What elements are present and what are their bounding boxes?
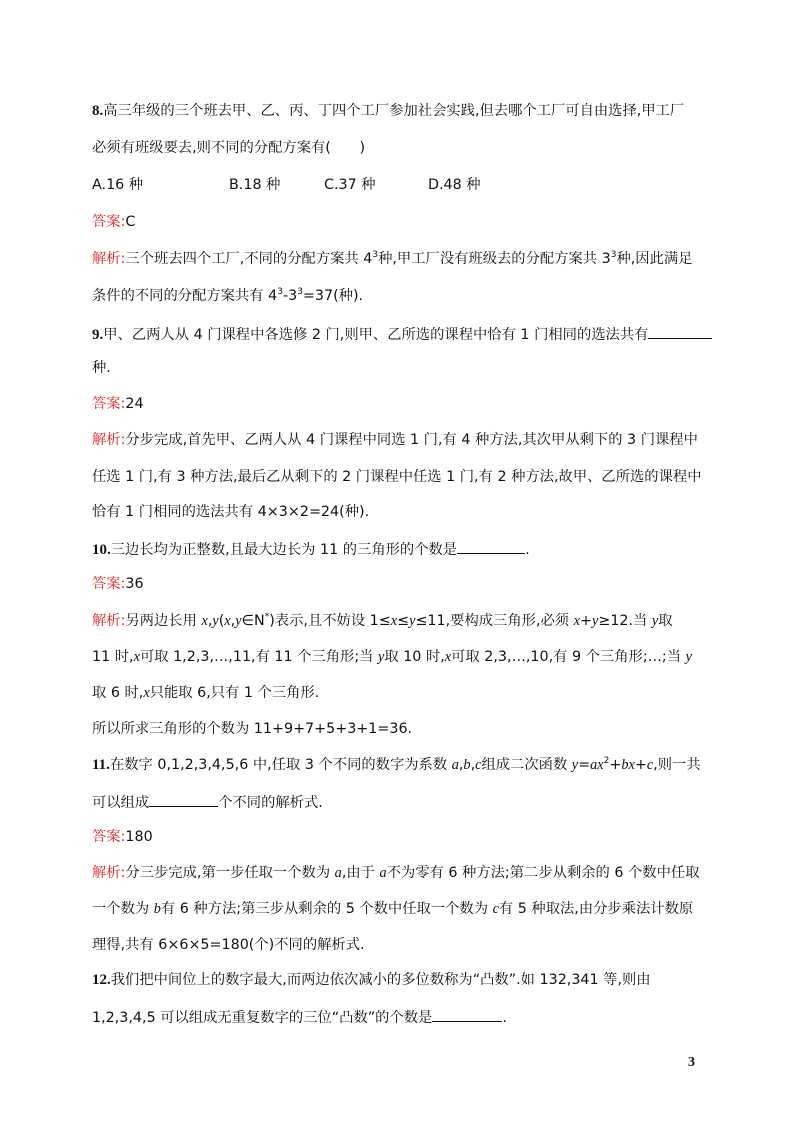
q10-text-1: 三边长均为正整数,且最大边长为 11 的三角形的个数是 [110, 542, 458, 558]
q8-text-2: 必须有班级要去,则不同的分配方案有( ) [92, 140, 366, 156]
q8-exponent: 3 [372, 250, 379, 261]
q11-line-1 [92, 755, 701, 775]
q10-analysis-text: )表示,且不妨设 1≤ [269, 613, 391, 629]
q12-text-2: 1,2,3,4,5 可以组成无重复数字的三位“凸数”的个数是 [92, 1010, 433, 1026]
variable-x: x [573, 613, 580, 629]
q8-text-1: 高三年级的三个班去甲、乙、丙、丁四个工厂参加社会实践,但去哪个工厂可自由选择,甲工厂 [103, 103, 685, 119]
q10-answer [92, 574, 144, 594]
q11-analysis-text: 有 6 种方法;第三步从剩余的 5 个数中任取一个数为 [160, 901, 493, 917]
q8-option-a: A.16 种 [92, 177, 144, 193]
q10-answer-label: 答案: [92, 576, 126, 592]
q11-text: 个不同的解析式. [218, 795, 323, 811]
q10-analysis-text: 所以所求三角形的个数为 11+9+7+5+3+1=36. [92, 721, 413, 737]
q8-analysis-text: -3 [282, 288, 298, 304]
q10-analysis-text: 另两边长用 [125, 613, 202, 629]
q11-answer-value: 180 [125, 829, 153, 845]
q11-analysis-text: 理得,共有 6×6×5=180(个)不同的解析式. [92, 937, 365, 953]
variable-a: a [379, 865, 387, 881]
q11-line-2 [92, 791, 323, 811]
q11-text: 可以组成 [92, 795, 150, 811]
q12-line-1 [92, 970, 651, 990]
variable-a: a [334, 865, 342, 881]
q8-analysis-text: 种,因此满足 [616, 251, 693, 267]
q10-analysis-text: ( [218, 613, 225, 629]
variable-x: x [390, 613, 398, 629]
q12-text-1: 我们把中间位上的数字最大,而两边依次减小的多位数称为“凸数”.如 132,341 等,则由 [110, 972, 651, 988]
q12-answer-blank [432, 1006, 502, 1022]
q9-text-1: 甲、乙两人从 4 门课程中各选修 2 门,则甲、乙所选的课程中恰有 1 门相同的选法共有 [103, 327, 649, 343]
q10-analysis-text: 取 6 时, [92, 685, 144, 701]
variable-a: a [451, 757, 459, 773]
q11-text: , [470, 757, 476, 773]
q8-exponent: 3 [297, 287, 303, 298]
q8-analysis-text: =37(种). [302, 288, 364, 304]
q11-analysis-text: ,由于 [341, 865, 380, 881]
q11-text: ,则一共 [653, 757, 701, 773]
q10-analysis-1 [92, 611, 673, 631]
variable-y: y [571, 757, 579, 773]
variable-x: x [133, 649, 140, 665]
q8-option-c: C.37 种 [324, 177, 376, 193]
q11-analysis-text: 有 5 种取法,由分步乘法计数原 [498, 901, 694, 917]
q11-analysis-text: 一个数为 [92, 901, 154, 917]
q9-analysis-text: 任选 1 门,有 3 种方法,最后乙从剩下的 2 门课程中任选 1 门,有 2 种方法,故甲、乙所选的课程中 [92, 469, 702, 485]
q8-analysis-label: 解析: [92, 251, 126, 267]
q9-line-2 [92, 358, 111, 378]
q12-number: 12. [92, 972, 111, 988]
q11-analysis-text: 分三步完成,第一步任取一个数为 [125, 865, 335, 881]
q11-analysis-label: 解析: [92, 865, 126, 881]
q10-analysis-text: , [207, 613, 213, 629]
q11-analysis-2 [92, 899, 693, 919]
q10-analysis-text: ≥12.当 [598, 613, 652, 629]
q8-analysis-1 [92, 249, 693, 269]
variable-b: b [153, 901, 161, 917]
q8-answer [92, 212, 135, 232]
q8-options [92, 175, 481, 195]
q10-analysis-text: 11 时, [92, 649, 134, 665]
q10-answer-value: 36 [125, 576, 144, 592]
q11-text: 组成二次函数 [481, 757, 572, 773]
q9-answer-blank [648, 323, 712, 339]
q11-analysis-3 [92, 935, 365, 955]
variable-y: y [409, 613, 416, 629]
variable-x: x [143, 685, 150, 701]
q8-analysis-text: 条件的不同的分配方案共有 4 [92, 288, 278, 304]
variable-y: y [235, 613, 242, 629]
q8-exponent: 3 [277, 287, 283, 298]
q9-analysis-label: 解析: [92, 432, 126, 448]
q11-number: 11. [92, 757, 110, 773]
variable-x: x [444, 649, 452, 665]
page-number: 3 [688, 1055, 695, 1070]
q11-text: 在数字 0,1,2,3,4,5,6 中,任取 3 个不同的数字为系数 [109, 757, 452, 773]
variable-y: y [685, 649, 692, 665]
q11-answer-label: 答案: [92, 829, 126, 845]
variable-y: y [212, 613, 219, 629]
variable-b: b [463, 757, 471, 773]
variable-y: y [651, 613, 659, 629]
variable-c: c [475, 757, 482, 773]
q10-analysis-2 [92, 647, 692, 667]
q8-analysis-text: 三个班去四个工厂,不同的分配方案共 4 [125, 251, 373, 267]
q9-analysis-text: 分步完成,首先甲、乙两人从 4 门课程中同选 1 门,有 4 种方法,其次甲从剩下的 3 门课程中 [125, 432, 698, 448]
variable-c: c [492, 901, 499, 917]
q8-answer-label: 答案: [92, 214, 126, 230]
q11-text: + [609, 757, 622, 773]
q10-analysis-4 [92, 719, 412, 739]
q10-text-end: . [525, 542, 530, 558]
q9-answer-value: 24 [125, 396, 144, 412]
q8-number: 8. [92, 103, 104, 119]
q10-analysis-text: ∈N [241, 613, 265, 629]
q9-line-1 [92, 323, 712, 343]
q9-answer [92, 394, 144, 414]
q10-analysis-text: , [230, 613, 236, 629]
variable-c: c [646, 757, 654, 773]
q9-number: 9. [92, 327, 104, 343]
q11-analysis-text: 不为零有 6 种方法;第二步从剩余的 6 个数中任取 [386, 865, 700, 881]
q9-analysis-text: 恰有 1 门相同的选法共有 4×3×2=24(种). [92, 504, 370, 520]
term-ax: ax [590, 757, 604, 773]
q10-analysis-text: 只能取 6,只有 1 个三角形. [149, 685, 320, 701]
q8-option-b: B.18 种 [229, 177, 281, 193]
variable-x: x [224, 613, 231, 629]
q10-analysis-text: 可取 1,2,3,…,11,有 11 个三角形;当 [139, 649, 379, 665]
q10-analysis-text: ≤11,要构成三角形,必须 [415, 613, 574, 629]
q11-answer [92, 827, 153, 847]
term-bx: bx [621, 757, 635, 773]
variable-y: y [378, 649, 385, 665]
q8-analysis-2 [92, 286, 363, 306]
q10-analysis-text: ≤ [397, 613, 410, 629]
q10-analysis-text: + [580, 613, 592, 629]
q8-option-d: D.48 种 [428, 177, 481, 193]
q12-text-end: . [502, 1010, 507, 1026]
q11-analysis-1 [92, 863, 700, 883]
q11-text: + [634, 757, 647, 773]
q8-line-2 [92, 138, 365, 158]
q9-text-2: 种. [92, 360, 111, 376]
superscript: * [264, 612, 270, 623]
q11-text: = [578, 757, 591, 773]
q10-number: 10. [92, 542, 111, 558]
exponent: 2 [603, 756, 610, 767]
q10-analysis-text: 可取 2,3,…,10,有 9 个三角形;…;当 [451, 649, 686, 665]
q8-answer-value: C [125, 214, 136, 230]
variable-x: x [201, 613, 208, 629]
q8-line-1 [92, 101, 684, 121]
q10-analysis-3 [92, 683, 319, 703]
q11-answer-blank [149, 791, 218, 807]
variable-y: y [591, 613, 599, 629]
q10-answer-blank [457, 538, 525, 554]
q10-line-1 [92, 538, 530, 558]
q9-analysis-1 [92, 430, 698, 450]
q11-text: , [458, 757, 464, 773]
q8-exponent: 3 [610, 250, 617, 261]
q9-answer-label: 答案: [92, 396, 126, 412]
q12-line-2 [92, 1006, 507, 1026]
q8-analysis-text: 种,甲工厂没有班级去的分配方案共 3 [378, 251, 611, 267]
q10-analysis-text: 取 10 时, [384, 649, 445, 665]
q10-analysis-label: 解析: [92, 613, 126, 629]
q10-analysis-text: 取 [658, 613, 673, 629]
q9-analysis-2 [92, 467, 702, 487]
q9-analysis-3 [92, 502, 369, 522]
